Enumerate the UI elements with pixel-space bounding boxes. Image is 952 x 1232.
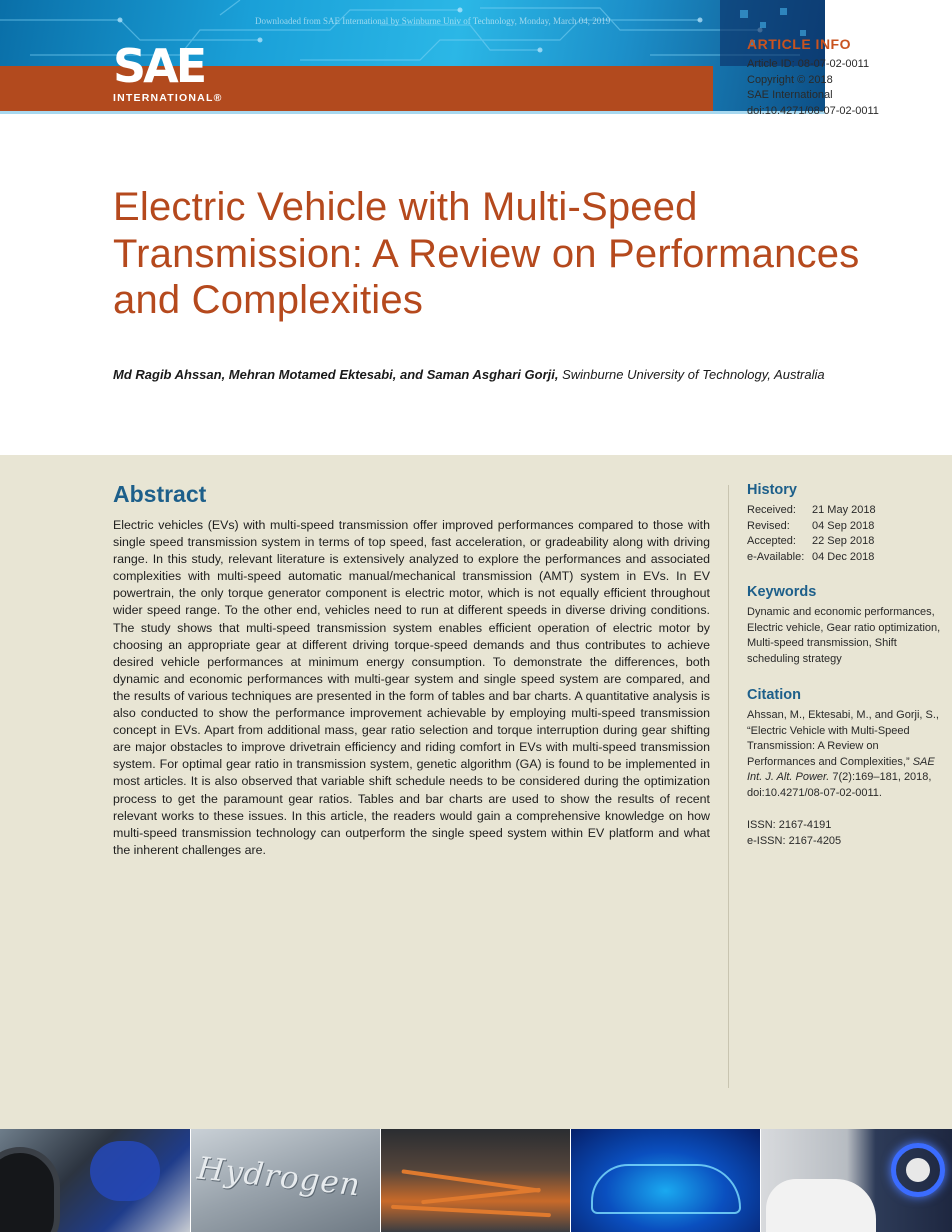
history-value: 04 Sep 2018 <box>812 519 875 532</box>
history-row <box>747 519 947 535</box>
abstract-heading: Abstract <box>113 481 207 507</box>
copyright-line: Copyright © 2018 <box>747 73 833 86</box>
keywords-text: Dynamic and economic performances, Electric vehicle, Gear ratio optimization, Multi-speed transmission, Shift scheduling strategy <box>747 606 941 665</box>
sae-logo-letters: SAE <box>113 39 205 93</box>
history-value: 21 May 2018 <box>812 504 876 516</box>
car-outline <box>591 1164 741 1214</box>
issn-electronic: e-ISSN: 2167-4205 <box>747 834 842 847</box>
copyright-holder: SAE International <box>747 89 833 101</box>
author-affiliation: Swinburne University of Technology, Australia <box>558 367 825 382</box>
banner-underline <box>0 111 825 114</box>
hydrogen-lettering: Hydrogen <box>195 1150 363 1204</box>
photo-charging-station <box>761 1129 952 1232</box>
history-label: e-Available: <box>747 550 805 563</box>
photo-powertrain-wiring <box>381 1129 570 1232</box>
citation-journal: SAE Int. J. Alt. Power. <box>747 755 935 783</box>
download-watermark: Downloaded from SAE International by Swinburne Univ of Technology, Monday, March 04, 2019 <box>255 16 611 26</box>
issn-print: ISSN: 2167-4191 <box>747 819 832 831</box>
photo-xray-car <box>571 1129 761 1232</box>
history-row <box>747 534 947 550</box>
history-value: 22 Sep 2018 <box>812 535 875 547</box>
sae-logo <box>113 39 223 106</box>
photo-chassis <box>0 1129 190 1232</box>
motor-shape <box>90 1141 160 1201</box>
history-label: Revised: <box>747 519 790 532</box>
history-heading: History <box>747 482 797 498</box>
header-banner <box>0 0 825 114</box>
side-column <box>747 482 947 849</box>
citation-text <box>747 708 947 801</box>
history-label: Received: <box>747 504 796 516</box>
photo-hydrogen-badge <box>191 1129 381 1232</box>
article-info-heading: ARTICLE INFO <box>747 36 851 52</box>
citation-authors-title: Ahssan, M., Ektesabi, M., and Gorji, S., “Electric Vehicle with Multi-Speed Transmission: A Review on Performances and Complexities,” <box>747 709 939 768</box>
paper-title: Electric Vehicle with Multi-Speed Transmission: A Review on Performances and Complexities <box>113 185 860 322</box>
car-shape <box>766 1179 876 1232</box>
keywords-heading: Keywords <box>747 584 817 600</box>
author-names: Md Ragib Ahssan, Mehran Motamed Ektesabi, and Saman Asghari Gorji, <box>113 367 559 382</box>
citation-volume-doi: 7(2):169–181, 2018, doi:10.4271/08-07-02-0011. <box>747 771 932 799</box>
abstract-body: Electric vehicles (EVs) with multi-speed transmission offer improved performances compared to those with single speed transmission system in terms of top speed, fast acceleration, or gradeability along with driving range. In this study, relevant literature is extensively analyzed to explore the performances and associated complexities with multi-speed automatic manual/mechanical transmission (AMT) system in EVs. In EV powertrain, the only torque generator component is electric motor, which is not equally efficient throughout wider speed range. To the other end, vehicles need to run at different speeds in diverse driving conditions. The study shows that multi-speed transmission system enables efficient operation of electric motor by choosing an appropriate gear at different driving torque-speed demands and thus contributes to achieve desired vehicle performances at minimum energy consumption. To demonstrate the differences, both dynamic and economic performances with multi-gear system and single speed system are compared, and the results of various techniques are presented in the form of tables and bar charts. A quantitative analysis is also conducted to show the performance improvement achievable by employing multi-speed transmission concept in EVs. Apart from additional mass, gear ratio selection and torque interruption during gear shifting are major obstacles to improve drivetrain efficiency and riding comfort in EVs with multi-speed transmission system. For optimal gear ratio in transmission system, genetic algorithm (GA) is found to be implemented in most articles. It is also observed that variable shift schedule needs to be considered during the optimization process to get the paramount gear ratios. Tables and bar charts are used to show the results of recent relevant works to these issues. In this article, the readers would gain a comprehensive knowledge on how multi-speed transmission technology can outperform the single speed system within EV platform and what the inherent challenges are. <box>113 518 710 857</box>
article-id: Article ID: 08-07-02-0011 <box>747 58 870 70</box>
history-row <box>747 550 947 566</box>
banner-strip <box>0 66 713 112</box>
article-info <box>747 36 947 119</box>
history-row <box>747 503 947 519</box>
history-label: Accepted: <box>747 535 796 547</box>
column-divider <box>728 485 729 1088</box>
citation-heading: Citation <box>747 687 801 703</box>
sae-logo-subtitle: INTERNATIONAL® <box>113 92 223 104</box>
article-doi: doi:10.4271/08-07-02-0011 <box>747 104 879 117</box>
author-line <box>113 367 913 382</box>
tire-shape <box>0 1147 60 1232</box>
history-value: 04 Dec 2018 <box>812 550 875 563</box>
photo-strip <box>0 1129 952 1232</box>
